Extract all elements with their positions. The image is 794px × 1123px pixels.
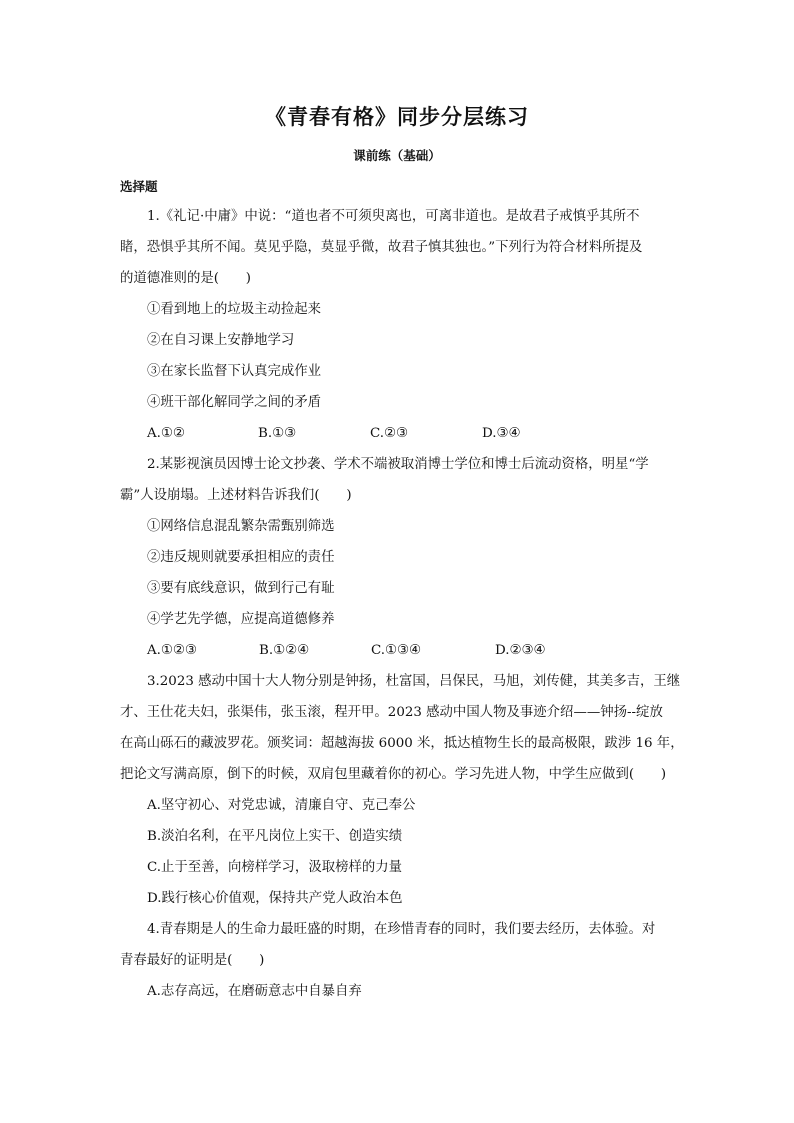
question-3-line-2: 才、王仕花夫妇，张渠伟，张玉滚，程开甲。2023 感动中国人物及事迹介绍——钟扬--绽放 — [120, 705, 663, 720]
question-2-line-1: 2.某影视演员因博士论文抄袭、学术不端被取消博士学位和博士后流动资格，明星“学 — [147, 457, 649, 472]
question-1-line-1: 1.《礼记·中庸》中说：“道也者不可须臾离也，可离非道也。是故君子戒慎乎其所不 — [147, 209, 640, 224]
question-1-line-3: 的道德准则的是( ) — [120, 271, 251, 286]
question-1 — [120, 205, 680, 453]
question-3-option-d: D.践行核心价值观，保持共产党人政治本色 — [147, 891, 403, 906]
question-1-options — [120, 422, 680, 453]
question-2-option-c: C.①③④ — [371, 643, 422, 658]
question-1-line-2: 睹，恐惧乎其所不闻。莫见乎隐，莫显乎微，故君子慎其独也。”下列行为符合材料所提及 — [120, 240, 643, 255]
question-3-option-c: C.止于至善，向榜样学习，汲取榜样的力量 — [147, 860, 403, 875]
question-2-option-a: A.①②③ — [147, 643, 197, 658]
question-1-option-a: A.①② — [147, 426, 185, 441]
question-4-line-1: 4.青春期是人的生命力最旺盛的时期，在珍惜青春的同时，我们要去经历，去体验。对 — [147, 922, 656, 937]
question-4-line-2: 青春最好的证明是( ) — [120, 953, 265, 968]
question-1-item-4: ④班干部化解同学之间的矛盾 — [147, 395, 322, 410]
question-1-option-d: D.③④ — [482, 426, 521, 441]
question-4 — [120, 918, 680, 1011]
question-2-item-4: ④学艺先学德，应提高道德修养 — [147, 612, 335, 627]
question-1-item-1: ①看到地上的垃圾主动捡起来 — [147, 302, 322, 317]
section-heading: 选择题 — [120, 179, 158, 194]
question-3-line-3: 在高山砾石的藏波罗花。颁奖词：超越海拔 6000 米，抵达植物生长的最高极限，跋涉 16 年， — [120, 736, 684, 751]
question-2-item-3: ③要有底线意识，做到行己有耻 — [147, 581, 335, 596]
question-2 — [120, 453, 680, 670]
question-3-option-a: A.坚守初心、对党忠诚，清廉自守、克己奉公 — [147, 798, 416, 813]
question-3-option-b: B.淡泊名利，在平凡岗位上实干、创造实绩 — [147, 829, 403, 844]
question-2-option-d: D.②③④ — [495, 643, 546, 658]
question-1-item-3: ③在家长监督下认真完成作业 — [147, 364, 322, 379]
question-4-option-a: A.志存高远，在磨砺意志中自暴自弃 — [147, 984, 362, 999]
page-subtitle: 课前练（基础） — [353, 148, 441, 163]
question-2-option-b: B.①②④ — [259, 643, 310, 658]
question-1-option-c: C.②③ — [370, 426, 409, 441]
question-2-item-1: ①网络信息混乱繁杂需甄别筛选 — [147, 519, 335, 534]
question-list — [120, 205, 684, 1011]
question-2-options — [120, 639, 680, 670]
question-1-option-b: B.①③ — [258, 426, 297, 441]
question-3-line-1: 3.2023 感动中国十大人物分别是钟扬，杜富国，吕保民，马旭，刘传健，其美多吉，王继 — [147, 674, 681, 689]
question-1-item-2: ②在自习课上安静地学习 — [147, 333, 295, 348]
question-3 — [120, 670, 684, 918]
question-2-line-2: 霸”人设崩塌。上述材料告诉我们( ) — [120, 488, 352, 503]
question-2-item-2: ②违反规则就要承担相应的责任 — [147, 550, 335, 565]
question-3-line-4: 把论文写满高原，倒下的时候，双肩包里藏着你的初心。学习先进人物，中学生应做到( ) — [120, 767, 667, 782]
page-title: 《青春有格》同步分层练习 — [265, 105, 529, 129]
